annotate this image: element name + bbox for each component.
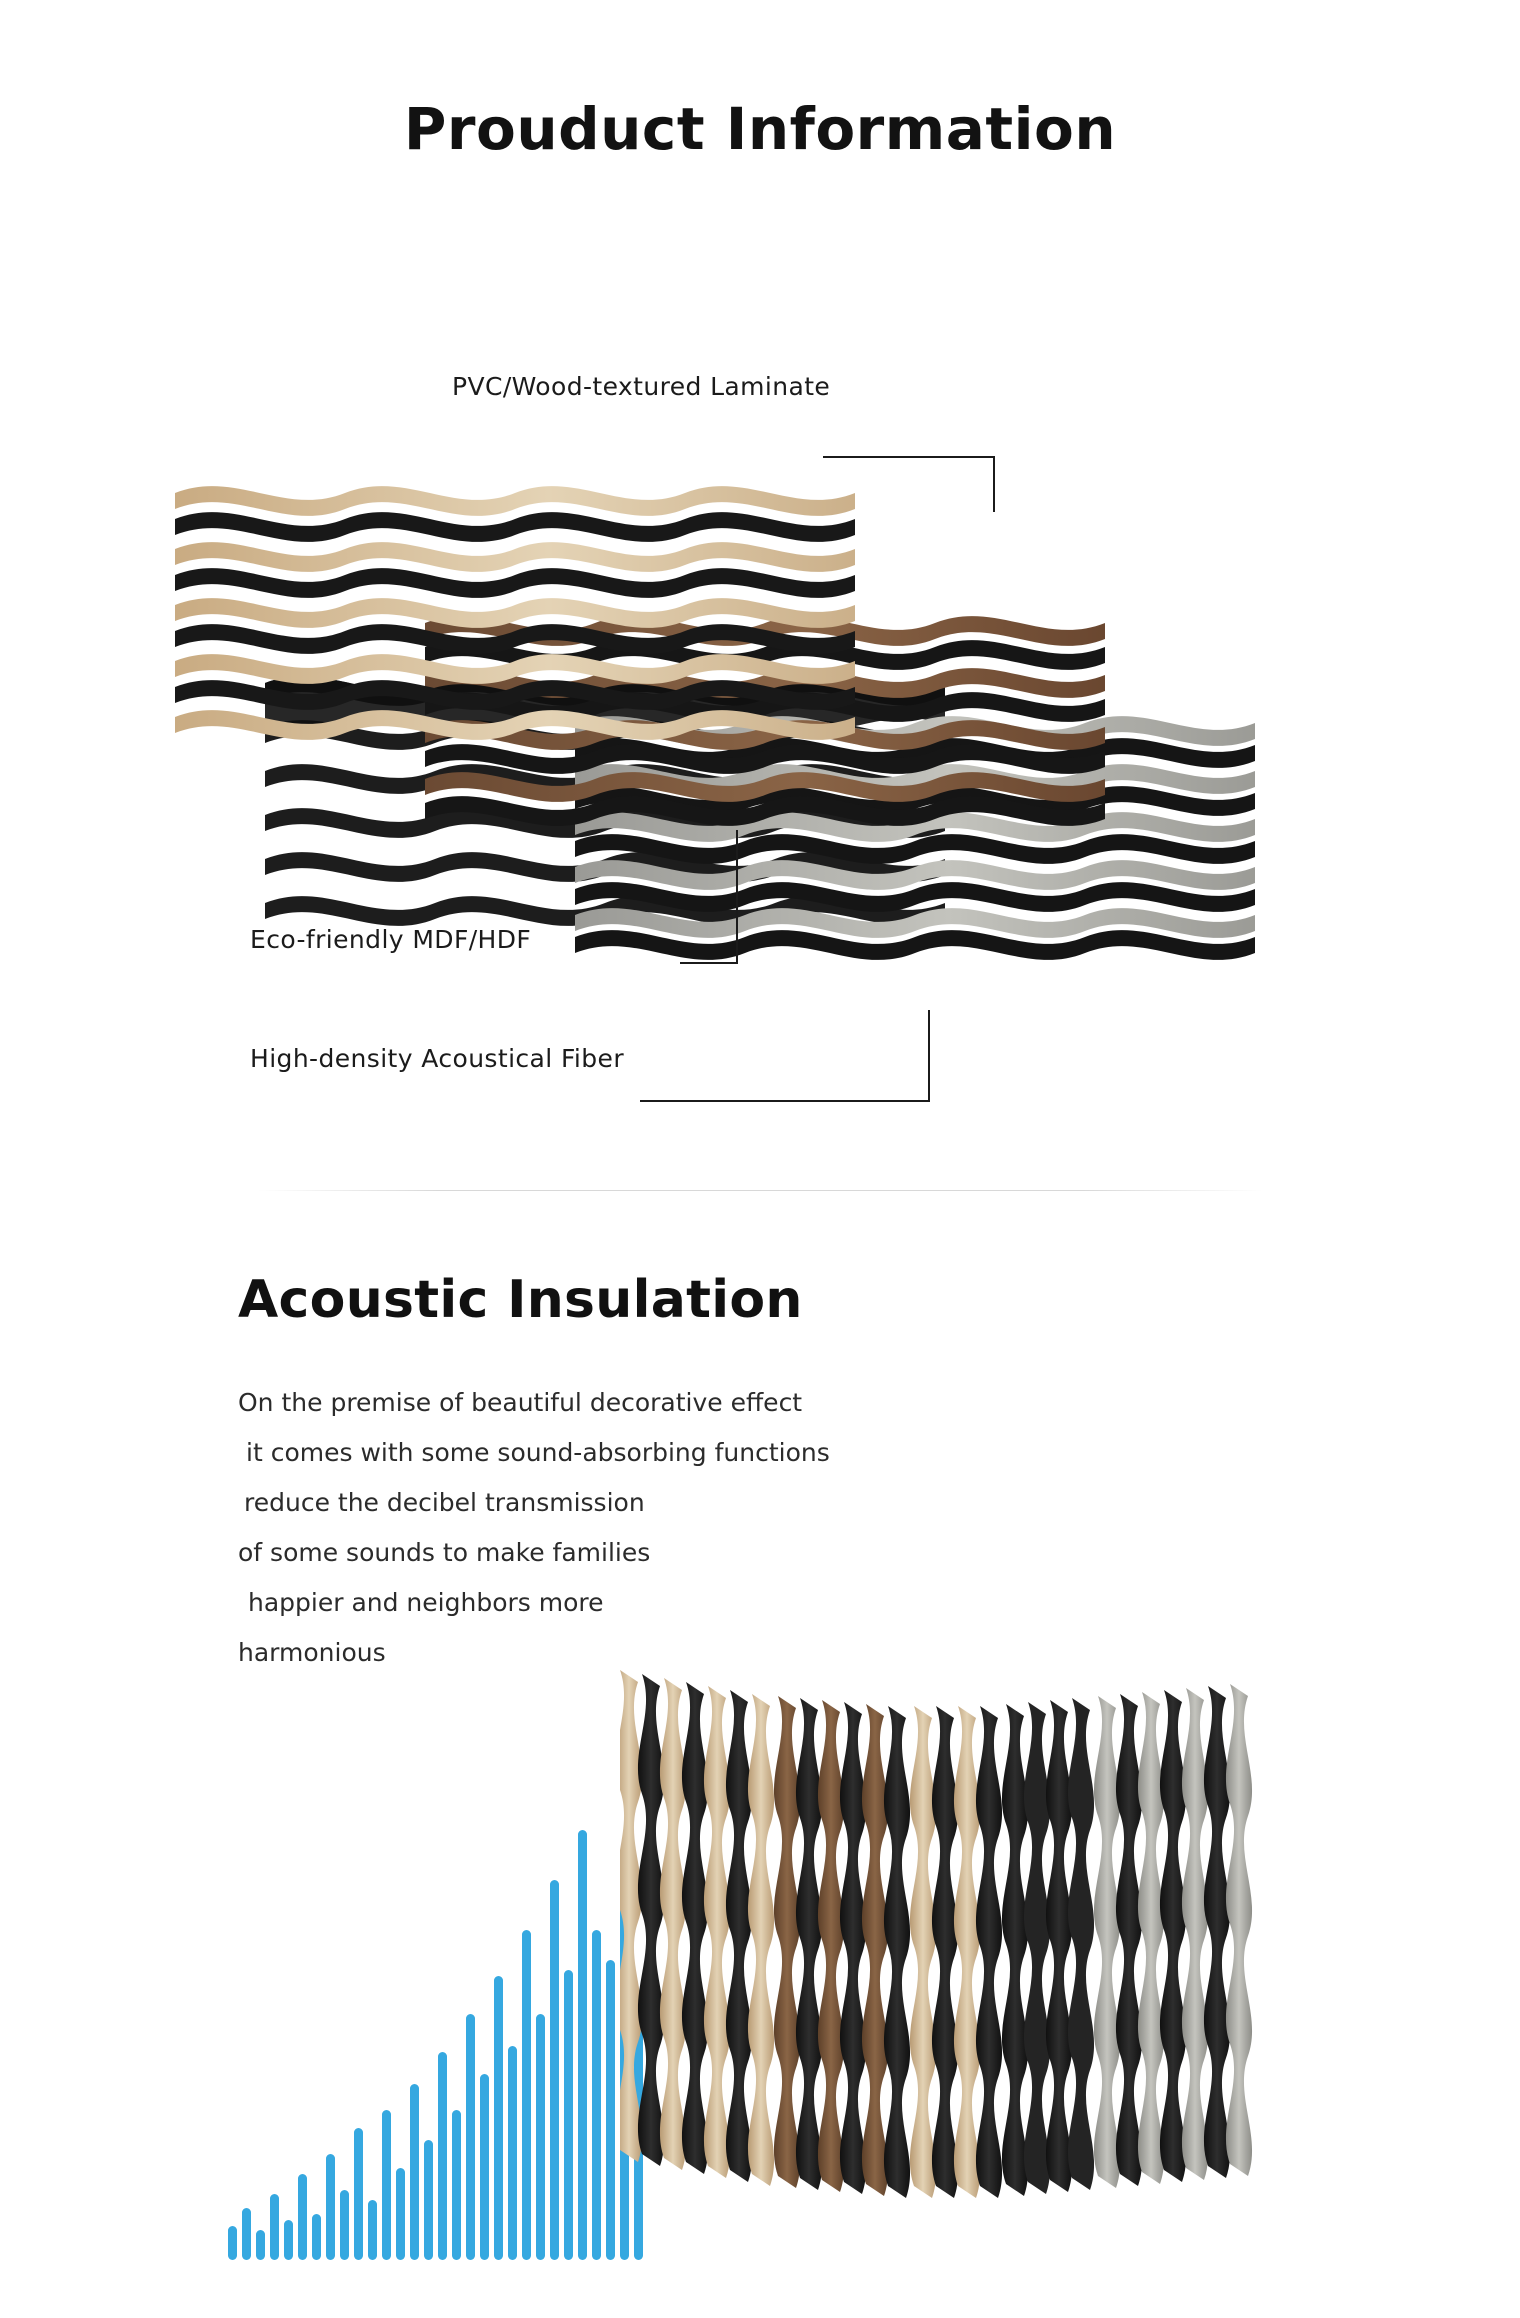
- waveform-bar: [578, 1830, 587, 2260]
- acoustic-panel-illustration: [620, 1660, 1280, 2230]
- description-line-4: of some sounds to make families: [238, 1538, 651, 1567]
- waveform-bar: [242, 2208, 251, 2260]
- callout-label-fiber: High-density Acoustical Fiber: [250, 1044, 625, 1073]
- waveform-bar: [550, 1880, 559, 2260]
- waveform-bar: [536, 2014, 545, 2260]
- description-line-3: reduce the decibel transmission: [244, 1488, 645, 1517]
- waveform-bar: [256, 2230, 265, 2260]
- waveform-bar: [284, 2220, 293, 2260]
- description-line-6: harmonious: [238, 1638, 386, 1667]
- waveform-bar: [480, 2074, 489, 2260]
- product-layers-illustration: [145, 455, 1385, 1075]
- waveform-bar: [354, 2128, 363, 2260]
- waveform-bar: [340, 2190, 349, 2260]
- description-line-2: it comes with some sound-absorbing functions: [246, 1438, 830, 1467]
- waveform-bar: [326, 2154, 335, 2260]
- callout-label-laminate: PVC/Wood-textured Laminate: [452, 372, 831, 401]
- sound-waveform: [228, 1660, 648, 2260]
- waveform-bar: [466, 2014, 475, 2260]
- waveform-bar: [606, 1960, 615, 2260]
- acoustic-section-title: Acoustic Insulation: [238, 1270, 803, 1330]
- waveform-bar: [270, 2194, 279, 2260]
- acoustic-description: [238, 1378, 998, 1678]
- page-title: Prouduct Information: [403, 95, 1117, 163]
- leader-line-laminate-horizontal: [823, 456, 995, 458]
- waveform-bar: [452, 2110, 461, 2260]
- description-line-1: On the premise of beautiful decorative effect: [238, 1388, 803, 1417]
- waveform-bar: [396, 2168, 405, 2260]
- waveform-bar: [298, 2174, 307, 2260]
- waveform-bar: [424, 2140, 433, 2260]
- panel-stack-svg: [145, 455, 1385, 1075]
- waveform-bar: [312, 2214, 321, 2260]
- leader-line-fiber-horizontal: [640, 1100, 930, 1102]
- waveform-bar: [382, 2110, 391, 2260]
- waveform-bar: [438, 2052, 447, 2260]
- callout-label-mdf: Eco-friendly MDF/HDF: [250, 925, 532, 954]
- leader-line-laminate-vertical: [993, 456, 995, 512]
- waveform-bar: [522, 1930, 531, 2260]
- waveform-bar: [368, 2200, 377, 2260]
- waveform-bar: [228, 2226, 237, 2260]
- waveform-bar: [410, 2084, 419, 2260]
- leader-line-mdf-vertical: [736, 830, 738, 964]
- waveform-bar: [494, 1976, 503, 2260]
- waveform-bar: [564, 1970, 573, 2260]
- vertical-panel-svg: [620, 1660, 1280, 2230]
- section-divider: [258, 1190, 1263, 1191]
- description-line-5: happier and neighbors more: [248, 1588, 604, 1617]
- leader-line-mdf-horizontal: [680, 962, 738, 964]
- waveform-bar: [508, 2046, 517, 2260]
- waveform-bar: [592, 1930, 601, 2260]
- leader-line-fiber-vertical: [928, 1010, 930, 1102]
